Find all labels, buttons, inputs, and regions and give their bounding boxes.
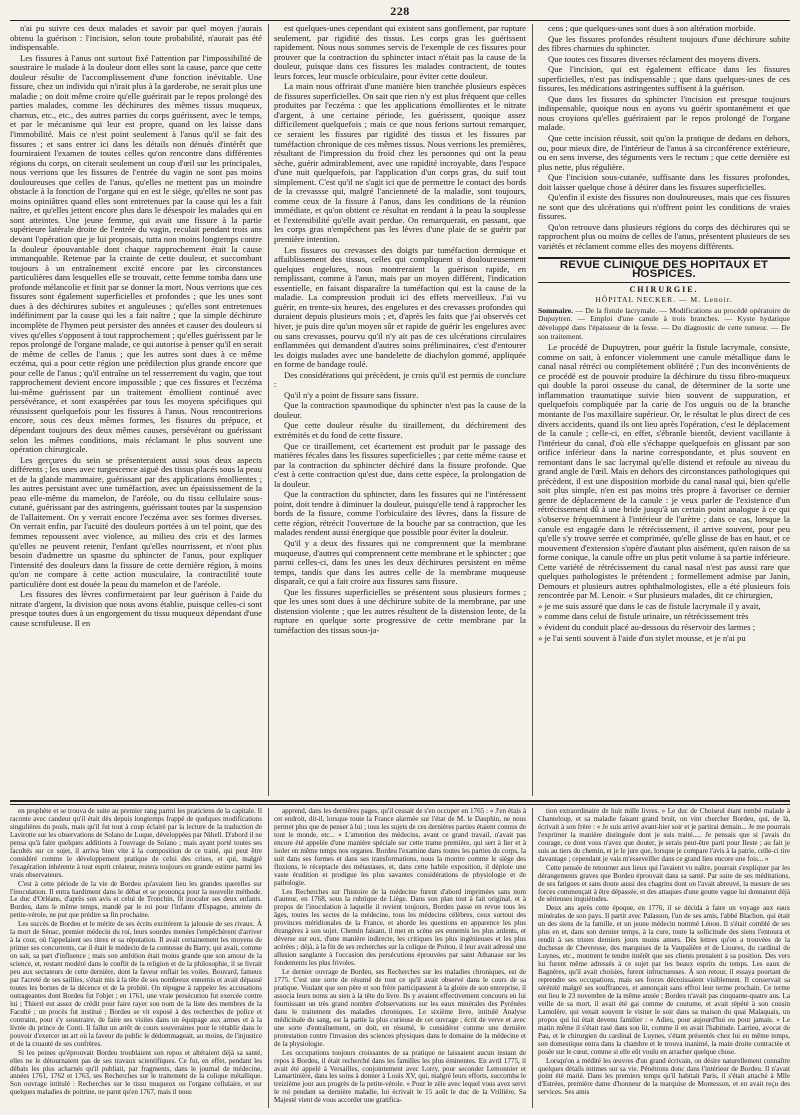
hospital-name: HÔPITAL NECKER. — M. Lenoir. bbox=[595, 295, 733, 305]
article-paragraph: cens ; que quelques-unes sont dues à son altération morbide. bbox=[548, 24, 756, 33]
article-column-2 bbox=[274, 24, 526, 796]
feuilleton-paragraph: Les occupations toujours croissantes de sa pratique ne laissaient aucun instant de repos à Bordeu, il était recherché dans les familles les plus éminentes. En avril 1775, il avait été appelé à Versailles, conjointement avec Lorry, pour seconder Lemonnier et Lamartinière, dans les soins à donner à Louis XV, qui, malgré leurs efforts, succomba le treizième jour aux progrès de la petite-vérole. « Pour le zèle avec lequel vous avez servi le roi pendant sa dernière maladie, lui écrivait le 15 août le duc de la Vrillière, Sa Majesté vient de vous accorder une gratifica- bbox=[274, 1048, 526, 1105]
feuilleton-separator bbox=[10, 800, 790, 805]
article-paragraph: Que toutes ces fissures diverses réclament des moyens divers. bbox=[548, 53, 761, 64]
feuilleton-paragraph: Les Recherches sur l'histoire de la médecine furent d'abord imprimées sans nom d'auteur, en 1768, sous la rubrique de Liège. Dans son plan tout à fait original, et à propos de l'inoculation à laquelle il revient toujours, Bordeu passe en revue tous les âges, toutes les sectes de la médecine, tous les médecins célèbres, ceux surtout des provinces méridionales de la France, et aborde les questions en apparence les plus étrangères à son sujet. Chemin faisant, il met en scène ses ennemis les plus ardents, et déverse sur eux, d'une manière indirecte, les critiques les plus ingénieuses et les plus acérées ; déjà, à la fin de ses recherches sur la colique de Poitou, il leur avait adressé une allusion sanglante à l'occasion des persécutions éprouvées par saint Athanase sur les fondements les plus frivoles. bbox=[274, 887, 526, 968]
feuilleton-paragraph: en prophète et se trouva de suite au premier rang parmi les praticiens de la capitale. Il raconte avec candeur qu'il était dès depuis longtemps frappé de quelques modifications singulières du pouls, mais qu'il fut tout à coup éclairé par la lecture de la traduction de Lavirotte sur les observations de Solano de Luque, développées par Nihell. D'abord il ne pensa qu'à faire quelques additions à l'ouvrage de Solano ; mais ayant porté toutes ses facultés sur ce sujet, il arriva bien vite à la composition de ce traité, qui peut être considéré comme le développement pratique de celui des crises, et qui, malgré l'exagération inhérente à tout esprit créateur, restera toujours en grande estime parmi les vrais observateurs. bbox=[10, 808, 262, 879]
article-paragraph: La main nous offrirait d'une manière bien tranchée plusieurs espèces de fissures superficielles. On sait que rien n'y est plus fréquent que celles produites par l'eczéma : que les applications émollientes et le nitrate d'argent, à une certaine période, les guérissent, quoique assez difficilement quelquefois ; mais ce que nous ferions surtout remarquer, ce seraient les fissures par rigidité des tissus et les fissures par tuméfaction chronique de ces mêmes tissus. Nous verrions les premières, résultant de l'impression du froid chez les personnes qui ont la peau sèche, guérir admirablement, avec une rapidité incroyable, dans l'espace d'une nuit quelquefois, par l'application d'un corps gras, du suif tout simplement. C'est qu'il ne s'agit ici que de permettre le contact des bords de la crevassse qui, malgré l'ancienneté de la maladie, sont toujours, comme ceux de la fissure à l'anus, dans les conditions de la réunion immédiate, et qu'on obtient ce résultat en rendant à la peau la souplesse et l'extensibilité qu'elle avait perdue. On remarquerait, en passant, que les corps gras n'empêchent pas les lèvres d'une plaie de se guérir par première intention. bbox=[274, 81, 526, 245]
article-paragraph: Que dans les fissures du sphincter l'incision est presque toujours indispensable, quoique nous en ayons vu guérir spontanément et que nous croyions qu'elles guériraient par le repos prolongé de l'organe malade. bbox=[538, 93, 790, 133]
feuilleton-column-3 bbox=[538, 808, 790, 1108]
feuilleton-paragraph: apprend, dans les dernières pages, qu'il cessait de s'en occuper en 1765 : « J'en étais à cet endroit, dit-il, lorsque toute la France alarmée sur l'état de M. le Dauphin, ne nous permet plus que de penser à lui ; tous les sujets de ces dernières parties étaient connus de tout le monde, etc... » L'attention des médecins, avant ce grand travail, n'avait pas encore été appelée d'une manière spéciale sur cette trame première, qui sert à lier et à isoler en même temps nos organes. Bordeu l'examine dans toutes les parties du corps, la suit dans ses formes et dans ses transformations, nous la montre comme le siège des fluxions, le réceptacle des métastases, et, dans cette habile exposition, il déploie une vaste érudition et prodigue les plus savantes considérations de physiologie et de pathologie. bbox=[274, 808, 526, 887]
article-paragraph: Que la contraction du sphincter, dans les fissures qui ne l'intéressent point, doit tendre à diminuer la douleur, puisqu'elle tend à rapprocher les bords de la fissure, comme l'orbiculaire des lèvres, dans la fissure de cette région, rétrécit l'ouverture de la bouche par sa contraction, que les malades rendent aussi énergique que possible pour éviter la douleur. bbox=[274, 489, 526, 538]
summary-label: Sommaire. bbox=[538, 305, 574, 315]
section-header bbox=[538, 257, 790, 305]
article-paragraph: Les fissures à l'anus ont surtout fixé l'attention par l'impossibilité de soustraire le malade à la douleur dont elles sont la cause, parce que cette douleur résulte de l'accomplissement d'une fonction inévitable. Une fissure, chez un individu qui n'irait plus à la garderobe, ne serait plus une maladie ; on doit même croire qu'elle guérirait par le repos prolongé des parties malades, comme les déchirures des mêmes tissus muqueux, charnus, etc., etc., des autres parties du corps guérissent, avec le temps, et par le mécanisme qui leur est propre, quand on les laisse dans l'immobilité. Mais ce n'est point seulement à l'anus qu'il se fait des fissures ; et sans entrer ici dans les détails non dénués d'intérêt que fourniraient l'examen de toutes celles qu'on rencontre dans différentes régions du corps, on citerait seulement un coup d'œil sur les principales, nous verrions que les fissures de l'entrée du vagin ne sont pas moins douloureuses que celles de l'anus, qu'elles ne mettent pas un moindre obstacle à la fonction de l'organe qui en est le siège, qu'elles ne sont pas moins opiniâtres quand elles sont entretenues par la cause qui les a fait naître, et qu'elles jettent encore plus dans le désespoir les malades qui en sont atteintes. Une jeune femme, qui avait une fissure à la partie supérieure latérale droite de l'entrée du vagin, reculait pendant trois ans devant l'opération que je lui proposais, tutta non moins longtemps contre la douleur épouvantable dont chaque rapprochement était la cause immanquable. Retenue par la crainte de cette douleur, et succombant toujours à un entraînement excité encore par les circonstances particulières dans lesquelles elle se trouvait, cette femme tomba dans une profonde mélancolie et finit par se donner la mort. Nous verrions que ces fissures sont également superficielles et profondes ; que les unes sont dues à des déchirures subites et anguleuses ; qu'elles sont entretenues indéfiniment par la cause qui les a fait naître ; que la simple déchirure incomplète de l'hymen peut persister des années et causer des douleurs si vives qu'elles s'opposent à tout rapprochement ; qu'elles guérissent par le repos prolongé de l'organe malade, ce qui autorise à penser qu'il en serait de même de celles de l'anus ; que les autres sont dues à ce même eczéma, qui a pour cette région une prédilection plus grande encore que pour celle de l'anus ; qu'il entraîne un tel resserrement du vagin, que tout rapprochement devient encore impossible ; que ces fissures et l'eczéma lui-même guérissent par un traitement émollient continué avec persévérance, et sont exaspérées par tous les moyens spécifiques qui réussissent quelquefois pour les fissures à l'anus. Nous rencontrerions encore, sous ces deux mêmes formes, les fissures du prépuce, et dépendant toujours des deux mêmes causes, persévérant ou guérissant selon les mêmes conditions, mais réclamant le plus souvent une opération chirurgicale. bbox=[10, 52, 262, 455]
article-paragraph: Qu'il n'y a point de fissure sans fissure. bbox=[284, 389, 419, 400]
feuilleton-paragraph: Cette pensée de retourner aux lieux qui l'avaient vu naître, pourrait s'expliquer par les dérangements graves que Bordeu éprouvait dans sa santé. Par suite de ses méditations, de ses fatigues et sans doute aussi des chagrins dont on l'avait abreuvé, la mesure de ses forces commençait à être dépassée, et des attaques d'une goutte vague lui donnaient déjà de sérieuses inquiétudes. bbox=[538, 863, 790, 904]
column-divider bbox=[268, 808, 269, 1108]
article-paragraph: Qu'enfin il existe des fissures non douloureuses, mais que ces fissures ne sont que des ulcérations qui n'offrent point les conditions de vraies fissures. bbox=[538, 192, 790, 222]
article-paragraph: Qu'il y a deux des fissures qui ne comprennent que la membrane muqueuse, d'autres qui comprennent cette membrane et le sphincter ; que parmi celles-ci, dans les unes les deux déchirures persistent en même temps, tandis que dans les autres celle de la membrane muqueuse disparaît, ce qui a fait croire aux fissures sans fissure. bbox=[274, 537, 526, 587]
article-paragraph: Que la contraction spasmodique du sphincter n'est pas la cause de la douleur. bbox=[274, 400, 526, 420]
quote-line: » je l'ai senti souvent à l'aide d'un stylet mousse, et je n'ai pu bbox=[538, 632, 746, 643]
feuilleton bbox=[10, 808, 790, 1108]
section-summary bbox=[538, 307, 790, 341]
feuilleton-paragraph: C'est à cette période de la vie de Bordeu qu'avaient lieu les grandes querelles sur l'inoculation. Il entra hardiment dans le débat et se prononça pour la nouvelle méthode. Le duc d'Orléans, d'après son avis et celui de Tronchin, fit inoculer ses deux enfants. Bordeu, dans le même temps, mandé par le roi pour l'infante d'Espagne, atteinte de petite-vérole, ne put que prédire sa fin prochaine. bbox=[10, 879, 262, 920]
article-paragraph: Que les fissures profondes résultent toujours d'une déchirure subite des fibres charnues du sphincter. bbox=[538, 33, 790, 54]
main-article bbox=[10, 24, 790, 796]
article-paragraph: Le procédé de Dupuytren, pour guérir la fistule lacrymale, consiste, comme on sait, à enfoncer violemment une canule métallique dans le canal nasal rétréci ou complètement oblitéré ; l'un des inconvénients de ce procédé est de pouvoir produire la déchirure du tissu fibro-muqueux qui double la paroi osseuse du canal, de déterminer de la sorte une inflammation traumatique suivie bien souvent de suppuration, et quelquefois compliquée par la carie de l'os unguis ou de la branche montante de l'os maxillaire supérieur. Or, le résultat le plus direct de ces divers accidents, quand ils ont lieu après l'opération, c'est le déplacement de la canule ; celle-ci, en effet, s'ébranle bientôt, devient vacillante à l'intérieur du canal, d'où elle s'échappe quelquefois en glissant par son orifice inférieur dans la narine correspondante, et plus souvent en remontant dans le sac lacrymal qu'elle distend et refoule au niveau du grand angle de l'œil. Mais en dehors des circonstances pathologiques qui précèdent, il est une disposition morbide du canal nasal qui, bien qu'elle soit plus simple, n'en est pas moins très propre à favoriser ce dernier genre de déplacement de la canule : je veux parler de l'existence d'un rétrécissement dû à une bride jusqu'à un certain point analogue à ce qui s'observe fréquemment à l'intérieur de l'urètre ; dans ce cas, lorsque la canule est engagée dans le rétrécissement, il arrive souvent, pour peu qu'elle s'y trouve serrée et comprimée, qu'elle glisse de bas en haut, et ce mouvement d'extension s'opère d'autant plus aisément, qu'en raison de sa forme conique, la canule offre un plus petit volume à sa partie inférieure. Cette variété de rétrécissement du canal nasal n'est pas aussi rare que quelques pathologistes le prétendent ; formellement admise par Janin, Demours et plusieurs autres ophthalmologistes, elle a été plusieurs fois rencontrée par M. Lenoir. « Sur plusieurs malades, dit ce chirurgien, bbox=[538, 342, 790, 601]
feuilleton-paragraph: Le dernier ouvrage de Bordeu, ses Recherches sur les maladies chroniques, est de 1775. C'est une sorte de résumé de tout ce qu'il avait observé dans le cours de sa pratique. Voulant que son père et son frère participassent à la gloire de son entreprise, il associa leurs noms au sien à la tête du livre. Ils y avaient effectivement concouru en lui fournissant un très grand nombre d'observations sur les eaux minérales des Pyrénées dans le traitement des maladies chroniques. Le sixième livre, intitulé Analyse médicinale du sang, est la partie la plus curieuse de cet ouvrage ; écrit de verve et avec une sorte d'entraînement, on doit, en résumé, le considérer comme une dernière protestation contre l'invasion des sciences physiques dans le domaine de la médecine et de la physiologie. bbox=[274, 968, 526, 1048]
column-divider bbox=[268, 24, 269, 796]
article-paragraph: Que ce tiraillement, cet écartement est produit par le passage des matières fécales dans les fissures superficielles ; par cette même cause et par la contraction du sphincter déchiré dans la fissure profonde. Que c'est à cette contraction qu'est due, dans cette espèce, la prolongation de la douleur. bbox=[274, 440, 526, 489]
section-subtitle: CHIRURGIE. bbox=[629, 284, 699, 294]
feuilleton-paragraph: Si les peines qu'éprouvait Bordeu troublaient son repos et altéraient déjà sa santé, elles ne le détournaient pas de ses travaux scientifiques. Ce fut, en effet, pendant les débats les plus acharnés qu'il publiait, par fragments, dans le journal de médecine, années 1761, 1762 et 1763, ses Recherches sur le traitement de la colique métallique. Son ouvrage intitulé : Recherches sur le tissu muqueux ou l'organe cellulaire, et sur quelques maladies de poitrine, ne parut qu'en 1767, mais il nous bbox=[10, 1048, 262, 1097]
feuilleton-paragraph: tion extraordinaire de huit mille livres. » Le duc de Choiseul étant tombé malade à Chanteloup, et sa maladie faisant grand bruit, on vint chercher Bordeu, qui, de là, écrivait à son frère : « Je suis arrivé avant-hier soir et je partirai demain... Je me pourrais l'exprimer la manière distinguée dont je suis traité..... Je pensais que si j'avais du courage, ce dont vous n'avez que douter, je serais peut-être parti pour Ileste ; au fait je suis au tiers du chemin, et je le jure que, lorsque je compare l'avis à la patrie, celle-ci tire davantage ; cependant je vais m'esseveiller dans ce grand lieu encore une fois... » bbox=[538, 808, 790, 863]
article-paragraph: Que cette incision réussit, soit qu'on la pratique de dedans en dehors, ou, pour mieux dire, de l'intérieur de l'anus à sa circonférence extérieure, ou en sens inverse, des téguments vers le rectum ; que cette dernière est plus nette, plus régulière. bbox=[538, 133, 790, 172]
article-paragraph: Que les fissures superficielles se présentent sous plusieurs formes ; que les unes sont dues à une déchirure subite de la membrane, par une distension violente ; que les autres résultent de la distension lente, de la rupture en quelque sorte progressive de cette membrane par la tuméfaction des tissus sous-ja- bbox=[274, 586, 526, 635]
article-paragraph: n'ai pu suivre ces deux malades et savoir par quel moyen j'aurais obtenu la guérison : l'incision, selon toute probabilité, n'aurait pas été indispensable. bbox=[10, 24, 262, 53]
article-column-1 bbox=[10, 24, 262, 796]
article-paragraph: Que l'incision, qui est également efficace dans les fissures superficielles, n'est pas indispensable ; que dans quelques-unes de ces fissures, les médications astringentes suffisent à la guérison. bbox=[538, 64, 790, 94]
header-rule bbox=[10, 20, 790, 21]
feuilleton-paragraph: Deux ans après cette époque, en 1776, il se décida à faire un voyage aux eaux minérales de son pays. Il partit avec Palasson, l'un de ses amis, l'abbé Blachon, qui était un des siens de la famille, et un jeune médecin nommé Lénon. Il s'était comblé de ses plus en et, dans son dernier temps, à la cure, toute la sollicitude des siens l'entoura et rendit à ses tristes derniers jours moins amers. Dès lettres qu'on a trouvées de la duchesse de Chevreuse, des marquises de la Vaupalière et de Lioures, du cardinal de Luynes, etc., montrent le tendre intérêt que ses clients prenaient à sa position. Des vers lui furent même adressés à ce sujet par les beaux esprits du temps. Les eaux de Bagnères, qu'il avait choisies, furent infructueuses. À son retour, il essaya pourtant de reprendre ses occupations, mais ses forces décroissaient visiblement. Il conservait sa sérénité malgré ses souffrances, et annonçait sans effroi leur terme prochain. Ce terme eut lieu le 23 novembre de la même année ; Bordeu n'avait pas cinquante-quatre ans. La veille de sa mort, il avait été gai comme de coutume, et avait répété à son cousin Lamolère, qui venait souvent le visiter le soir dans sa maison du quai Malaquais, un propos qui lui était devenu familier : « Adieu, pour aujourd'hui ou pour jamais. » Le matin même il s'était rasé dans son lit, comme il en avait l'habitude. Larrieu, avocat de Pau, et le chirurgien du cardinal de Luynes, s'étant présentés chez lui en même temps, son domestique entra dans la chambre et le trouva inanimé, la main droite contractée et posée sur le cœur, comme si elle eût voulu en arracher quelque chose. bbox=[538, 904, 790, 1056]
quote-line: » évident du conduit placé au-dessous du réservoir des larmes ; bbox=[538, 622, 756, 632]
feuilleton-column-2 bbox=[274, 808, 526, 1108]
article-paragraph: Les gerçures du sein se présenteraient aussi sous deux aspects différents ; les unes avec turgescence aiguë des tissus placés sous la peau et de la glande mammaire, guérissant par des applications émollientes ; les autres persistant avec une tuméfaction, avec un épaississement de la peau elle-même du mamelon, de l'aréole, ou du tissu cellulaire sous-cutané, guérissant par des astringents, guérissant toutes par la suspension de l'allaitement. On y verrait encore l'eczéma avec ses formes diverses. On verrait enfin, par l'acuité des douleurs portées à un tel point, que des femmes repoussent avec violence, au milieu des cris et des larmes qu'elles ne peuvent retenir, l'enfant qu'elles nourrissent, et n'ont plus besoin d'admettre un spasme du sphincter de l'anus, pour expliquer l'intensité des douleurs dans la fissure de cette dernière région, à moins qu'on ne compare à cette action musculaire, la contractilité toute particulière dont est douée la peau du mamelon et de l'aréole. bbox=[10, 454, 262, 589]
feuilleton-paragraph: Lorsqu'on a médité les œuvres d'un grand écrivain, on désire naturellement connaître quelques détails intimes sur sa vie. Pénétrons donc dans l'intérieur de Bordeu. Il n'avait point été marié. Dans les premiers temps qu'il habitait Paris, il s'était attaché à Mlle d'Estrées, première dame d'honneur de la marquise de Montesson, et en avait reçu des services. Ses amis bbox=[538, 1056, 790, 1097]
article-paragraph: est quelques-unes cependant qui existent sans gonflement, par rupture seulement, par rigidité des tissus. Les corps gras les guérissent rapidement. Nous nous sommes servis de l'exemple de ces fissures pour prouver que la contraction du sphincter intact n'était pas la cause de la douleur, puisque dans ces fissures les malades contractent, de toutes leurs forces, leur muscle orbiculaire, pour éviter cette douleur. bbox=[274, 24, 526, 81]
quote-line: » comme dans celui de fistule urinaire, un rétrécissement très bbox=[538, 611, 749, 622]
summary-text: — De la fistule lacrymale. — Modifications au procédé opératoire de Dupuytren. — Emploi d'une canule à trois branches. — Kyste hydatique développé dans l'épaisseur de la fesse. — Du diagnostic de cette tumeur. — De son traitement. bbox=[538, 305, 790, 341]
article-paragraph: Les fissures ou crevasses des doigts par tuméfaction dermique et affaiblissement des tissus, celles qui compliquent si douloureusement quelques engelures, nous montreraient la guérison rapide, en remplissant, comme à l'anus, mais par un moyen différent, l'indication essentielle, en faisant disparaître la tuméfaction qui est la cause de la maladie. La compression produit ici des effets merveilleux. J'ai vu guérir, en trente-six heures, des engelures et des crevasses profondes qui duraient depuis plusieurs mois ; et, d'après les faits que j'ai observés cet hiver, je puis dire qu'un moyen sûr et rapide de guérir les engelures avec ou sans crevasses, pourvu qu'il n'y ait pas de ces ulcérations circulaires enflammées qui demandent d'autres soins préliminaires, c'est d'entourer les doigts malades avec une bandelette de diachylon gommé, appliquée en forme de bandage roulé. bbox=[274, 244, 526, 370]
column-divider bbox=[532, 808, 533, 1108]
page-number: 228 bbox=[390, 4, 410, 18]
quote-line: » je me suis assuré que dans le cas de fistule lacrymale il y avait, bbox=[538, 600, 761, 611]
feuilleton-column-1 bbox=[10, 808, 262, 1108]
article-paragraph: Des considérations qui précèdent, je crois qu'il est permis de conclure : bbox=[274, 369, 526, 390]
article-paragraph: Que l'incision sous-cutanée, suffisante dans les fissures profondes, doit laisser quelque chose à désirer dans les fissures superficielles. bbox=[538, 172, 790, 192]
column-divider bbox=[532, 24, 533, 796]
article-column-3 bbox=[538, 24, 790, 796]
article-paragraph: Que cette douleur résulte du tiraillement, du déchirement des extrémités et du fond de cette fissure. bbox=[274, 420, 526, 440]
section-title: REVUE CLINIQUE DES HOPITAUX ET HOSPICES. bbox=[538, 257, 790, 283]
article-paragraph: Qu'on retrouve dans plusieurs régions du corps des déchirures qui se rapprochent plus ou moins de celles de l'anus, présentent plusieurs de ses variétés et réclament comme elles des moyens différents. bbox=[538, 221, 790, 252]
article-paragraph: Les fissures des lèvres confirmeraient par leur guérison à l'aide du nitrate d'argent, la division que nous avons établie, puisque celles-ci sont presque toutes dues à un engorgement du tissu muqueux dépendant d'une cause scrofuleuse. Il en bbox=[10, 589, 262, 628]
feuilleton-paragraph: Les succès de Bordeu et le mérite de ses écrits excitèrent la jalousie de ses rivaux. À la mort de Sénac, premier médecin du roi, leurs sourdes menées l'empêchèrent d'arriver à la cour, où l'appelaient ses titres et sa réputation. Il avait certainement les moyens de primer ses concurrents, car il était le médecin de la comtesse du Barry, qui avait, comme on sait, sa part d'influence ; mais son ambition était moins grande que son amour de la science, et, restant modéré dans le conflit de la religion et de la philosophie, il se livrait peu aux sectateurs de cette dernière, dont la faveur enflait les voiles. Bouvard, fameux par l'acreté de ses saillies, s'était mis à la tête de ses nombreux ennemis et avait dépassé toutes les bornes de la décence et de la probité. On répugne à rappeler les accusations outrageantes dont Bordeu fut l'objet ; en 1761, une vraie persécution fut exercée contre lui ; Thierri eut assez de crédit pour faire rayer son nom de la liste des membres de la Faculté ; un procès fut institué ; Bordeu se vit exposé à des recherches de police et contraint, pour s'y soustraire, de faire ses visites dans un équipage aux armes et à la livrée du prince de Conti. Il fallut un arrêt de cours souveraines pour le rétablir dans le pouvoir d'exercer un art où la faveur du public le dédommageait, au moins, de l'injustice et de la cruauté de ses confrères. bbox=[10, 920, 262, 1048]
